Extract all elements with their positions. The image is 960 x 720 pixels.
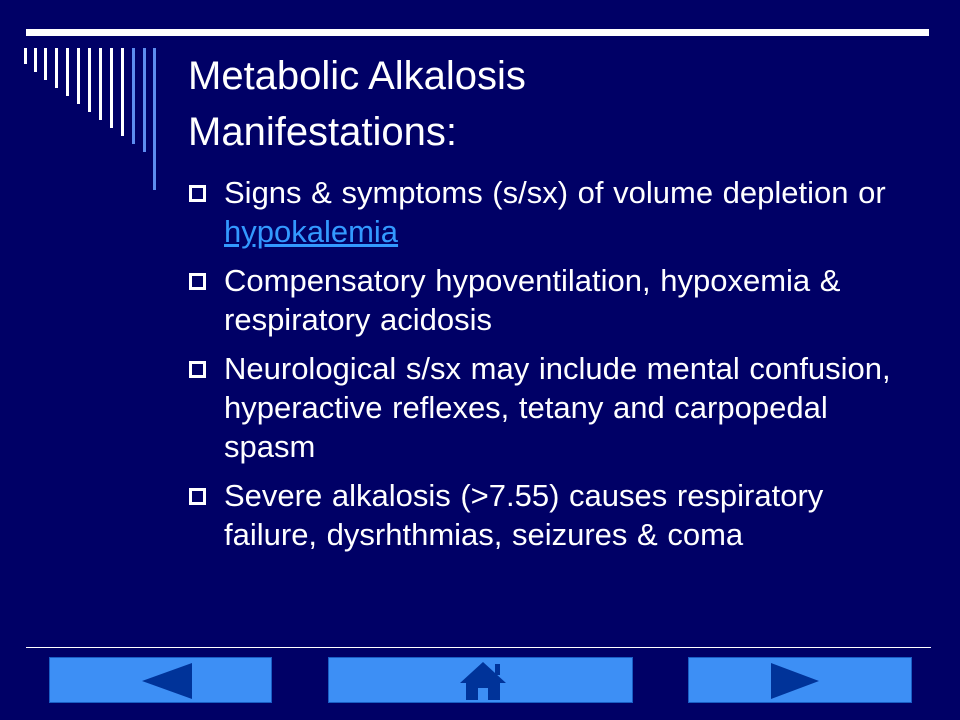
right-arrow-icon: [689, 658, 913, 704]
next-slide-button[interactable]: [688, 657, 912, 703]
decorative-comb: [0, 0, 170, 200]
bullet-text: Signs & symptoms (s/sx) of volume depletion or: [224, 175, 886, 210]
comb-bar: [77, 48, 80, 104]
slide-title-line-1: Metabolic Alkalosis: [188, 54, 526, 98]
square-bullet-icon: [189, 185, 206, 202]
comb-bar: [143, 48, 146, 152]
comb-bar: [44, 48, 47, 80]
square-bullet-icon: [189, 273, 206, 290]
comb-bar: [66, 48, 69, 96]
bullet-text: Severe alkalosis (>7.55) causes respiratory failure, dysrhthmias, seizures & coma: [224, 478, 824, 552]
hypokalemia-link[interactable]: hypokalemia: [224, 214, 399, 249]
left-arrow-icon: [50, 658, 273, 704]
comb-bar: [121, 48, 124, 136]
slide-title: [188, 48, 888, 160]
comb-bar: [99, 48, 102, 120]
comb-bar: [55, 48, 58, 88]
bullet-text: Neurological s/sx may include mental confusion, hyperactive reflexes, tetany and carpopedal spasm: [224, 351, 891, 464]
square-bullet-icon: [189, 361, 206, 378]
comb-bar: [34, 48, 37, 72]
comb-bar: [132, 48, 135, 144]
home-icon: [329, 658, 634, 704]
bullet-item: [188, 261, 908, 339]
comb-bar: [110, 48, 113, 128]
previous-slide-button[interactable]: [49, 657, 272, 703]
square-bullet-icon: [189, 488, 206, 505]
bottom-rule: [26, 647, 931, 648]
bullet-list: [188, 173, 908, 564]
comb-bar: [24, 48, 27, 64]
bullet-text: Compensatory hypoventilation, hypoxemia & respiratory acidosis: [224, 263, 841, 337]
comb-bar: [153, 48, 156, 190]
home-button[interactable]: [328, 657, 633, 703]
bullet-item: [188, 173, 908, 251]
slide-title-line-2: Manifestations:: [188, 110, 458, 154]
comb-bar: [88, 48, 91, 112]
bullet-item: [188, 349, 908, 466]
bullet-item: [188, 476, 908, 554]
